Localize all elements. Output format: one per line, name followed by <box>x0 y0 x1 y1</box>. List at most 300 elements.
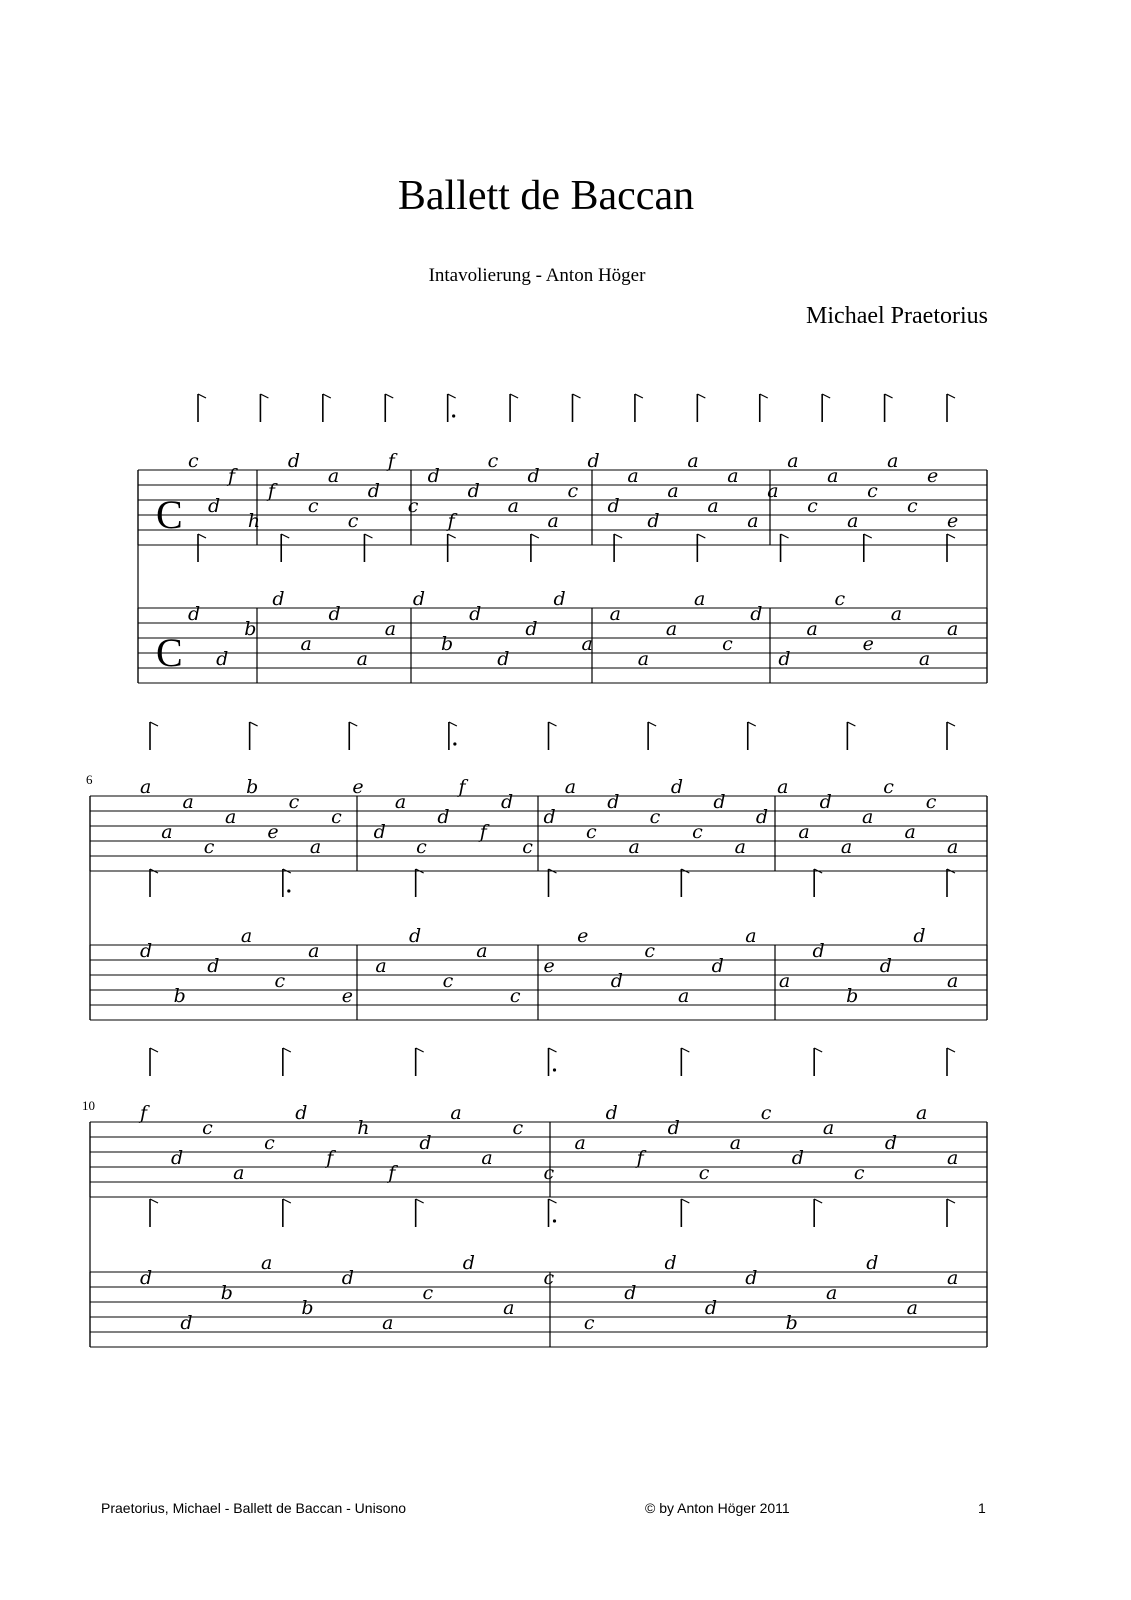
tab-staff <box>90 1199 987 1347</box>
flag-tail <box>814 1199 822 1203</box>
tab-letter: a <box>547 510 559 532</box>
flag-tail <box>648 722 656 726</box>
tab-letter: b <box>246 776 259 798</box>
flag-tail <box>349 722 357 726</box>
rhythm-flag <box>283 1048 291 1076</box>
tab-letter: c <box>583 1312 595 1334</box>
flag-tail <box>150 1048 158 1052</box>
tab-letter: a <box>798 821 810 843</box>
tab-letter: a <box>777 776 789 798</box>
tab-letter: c <box>925 791 937 813</box>
tab-letter: f <box>636 1147 644 1169</box>
rhythm-flag <box>448 534 456 562</box>
flag-tail <box>748 722 756 726</box>
rhythm-flag <box>198 534 206 562</box>
flag-tail <box>283 1199 291 1203</box>
tab-letter: d <box>180 1312 193 1334</box>
tab-letter: a <box>300 633 312 655</box>
tab-staff <box>138 394 987 545</box>
tab-letter: b <box>301 1297 314 1319</box>
flag-tail <box>531 534 539 538</box>
page-number: 1 <box>978 1500 986 1516</box>
tab-letter: d <box>501 791 514 813</box>
footer-piece-info: Praetorius, Michael - Ballett de Baccan - Unisono <box>101 1500 407 1516</box>
tab-letter: a <box>327 465 340 487</box>
tab-letter: a <box>375 955 387 977</box>
tab-letter: d <box>216 648 229 670</box>
tab-letter: c <box>853 1162 865 1184</box>
flag-dot <box>553 1219 556 1222</box>
tab-letter: e <box>267 821 279 843</box>
flag-tail <box>281 534 289 538</box>
tab-letter: d <box>469 603 482 625</box>
tab-letter: c <box>512 1117 524 1139</box>
tab-letter: a <box>140 776 152 798</box>
flag-tail <box>364 534 372 538</box>
tab-letter: a <box>564 776 577 798</box>
tab-letter: a <box>734 836 746 858</box>
tab-letter: a <box>947 970 959 992</box>
tab-letter: d <box>745 1267 758 1289</box>
flag-tail <box>947 1048 955 1052</box>
flag-dot <box>287 889 290 892</box>
tab-letter: a <box>707 495 719 517</box>
tab-letter: d <box>553 588 566 610</box>
rhythm-flag <box>448 394 456 422</box>
rhythm-flag <box>510 394 518 422</box>
tab-letter: d <box>437 806 450 828</box>
flag-tail <box>260 394 268 398</box>
tab-letter: d <box>527 465 540 487</box>
tab-letter: a <box>678 985 690 1007</box>
flag-tail <box>448 534 456 538</box>
tab-letter: d <box>367 480 380 502</box>
tab-letter: d <box>140 940 153 962</box>
tab-letter: b <box>441 633 454 655</box>
tab-letter: a <box>906 1297 918 1319</box>
tab-letter: c <box>442 970 454 992</box>
rhythm-flag <box>814 1199 822 1227</box>
rhythm-flag <box>573 394 581 422</box>
tab-letter: c <box>487 450 499 472</box>
flag-tail <box>681 1048 689 1052</box>
tab-staff <box>90 1048 987 1197</box>
tab-letter: c <box>347 510 359 532</box>
tab-letter: c <box>649 806 661 828</box>
tab-letter: c <box>288 791 300 813</box>
tab-letter: f <box>326 1147 334 1169</box>
flag-tail <box>150 1199 158 1203</box>
flag-tail <box>385 394 393 398</box>
tab-letter: e <box>947 510 959 532</box>
flag-tail <box>814 1048 822 1052</box>
time-signature: C <box>156 492 183 537</box>
flag-tail <box>283 1048 291 1052</box>
tab-letter: f <box>267 480 275 502</box>
flag-tail <box>781 534 789 538</box>
tab-letter: c <box>264 1132 275 1154</box>
tab-letter: d <box>419 1132 432 1154</box>
tab-letter: a <box>947 1267 959 1289</box>
flag-tail <box>885 394 893 398</box>
flag-dot <box>452 414 455 417</box>
tab-letter: d <box>587 450 600 472</box>
tab-letter: d <box>750 603 763 625</box>
rhythm-flag <box>416 1048 424 1076</box>
tab-letter: d <box>328 603 341 625</box>
tab-letter: c <box>883 776 894 798</box>
tab-system <box>138 394 987 683</box>
tab-letter: d <box>140 1267 153 1289</box>
tab-letter: d <box>295 1102 308 1124</box>
tab-letter: b <box>244 618 257 640</box>
tab-letter: b <box>846 985 859 1007</box>
tab-letter: a <box>778 970 791 992</box>
tab-letter: h <box>357 1117 370 1139</box>
tab-letter: a <box>627 465 639 487</box>
tab-letter: h <box>247 510 261 532</box>
rhythm-flag <box>681 869 689 897</box>
flag-tail <box>697 534 705 538</box>
tab-letter: d <box>670 776 684 798</box>
tab-letter: d <box>341 1267 354 1289</box>
rhythm-flag <box>349 722 357 750</box>
tab-letter: a <box>384 618 397 640</box>
tab-letter: a <box>309 836 322 858</box>
tab-letter: d <box>605 1102 618 1124</box>
tab-letter: c <box>202 1117 213 1139</box>
tab-letter: a <box>356 648 368 670</box>
flag-tail <box>323 394 331 398</box>
tab-letter: a <box>667 480 679 502</box>
tab-letter: a <box>574 1132 586 1154</box>
tab-system <box>86 722 987 1020</box>
tab-letter: d <box>755 806 769 828</box>
tab-letter: a <box>182 791 194 813</box>
page-title: Ballett de Baccan <box>397 173 695 219</box>
tab-letter: d <box>607 495 620 517</box>
tab-letter: c <box>407 495 419 517</box>
tab-letter: c <box>692 821 703 843</box>
rhythm-flag <box>364 534 372 562</box>
tab-letter: d <box>412 588 426 610</box>
rhythm-flag <box>814 869 822 897</box>
flag-tail <box>449 722 457 726</box>
tab-letter: d <box>791 1147 804 1169</box>
tab-letter: c <box>274 970 286 992</box>
rhythm-flag <box>681 1048 689 1076</box>
tab-letter: d <box>879 955 892 977</box>
flag-tail <box>947 394 955 398</box>
flag-tail <box>681 1199 689 1203</box>
tab-letter: c <box>188 450 199 472</box>
tab-letter: e <box>862 633 874 655</box>
tab-letter: e <box>352 776 364 798</box>
tab-letter: c <box>722 633 733 655</box>
tab-letter: a <box>747 510 759 532</box>
bar-number: 10 <box>82 1098 95 1113</box>
tab-letter: c <box>203 836 215 858</box>
rhythm-flag <box>947 534 955 562</box>
tab-letter: c <box>416 836 427 858</box>
rhythm-flag <box>947 869 955 897</box>
rhythm-flag <box>281 534 289 562</box>
tab-letter: f <box>447 510 455 532</box>
tab-letter: d <box>610 970 623 992</box>
rhythm-flag <box>681 1199 689 1227</box>
rhythm-flag <box>198 394 206 422</box>
flag-tail <box>549 1199 557 1203</box>
tab-letter: e <box>341 985 353 1007</box>
rhythm-flag <box>885 394 893 422</box>
flag-tail <box>614 534 622 538</box>
tab-letter: a <box>904 821 916 843</box>
tab-letter: f <box>227 465 235 487</box>
tab-letter: c <box>543 1267 555 1289</box>
flag-tail <box>549 722 557 726</box>
tab-letter: d <box>778 648 791 670</box>
flag-tail <box>416 1199 424 1203</box>
flag-tail <box>448 394 456 398</box>
tab-letter: c <box>522 836 533 858</box>
tab-letter: a <box>862 806 874 828</box>
tab-letter: e <box>927 465 939 487</box>
tab-letter: a <box>847 510 859 532</box>
tab-letter: d <box>467 480 480 502</box>
flag-tail <box>847 722 855 726</box>
rhythm-flag <box>760 394 768 422</box>
tab-letter: e <box>543 955 555 977</box>
tab-letter: a <box>806 618 818 640</box>
flag-tail <box>198 394 206 398</box>
tab-letter: a <box>947 1147 959 1169</box>
rhythm-flag <box>250 722 258 750</box>
tab-letter: a <box>394 791 407 813</box>
tab-letter: c <box>834 588 846 610</box>
tab-letter: d <box>207 495 221 517</box>
tab-letter: c <box>867 480 878 502</box>
tab-letter: d <box>913 925 926 947</box>
tab-letter: a <box>767 480 779 502</box>
tab-letter: c <box>907 495 918 517</box>
tab-letter: a <box>840 836 853 858</box>
tab-letter: d <box>812 940 825 962</box>
tab-letter: a <box>827 465 839 487</box>
tab-letter: f <box>387 450 395 472</box>
flag-dot <box>553 1068 556 1071</box>
tab-letter: a <box>450 1102 462 1124</box>
tab-letter: a <box>890 603 903 625</box>
tab-letter: a <box>507 495 519 517</box>
tab-letter: a <box>665 618 678 640</box>
tab-letter: d <box>624 1282 637 1304</box>
tab-letter: f <box>458 776 466 798</box>
tab-letter: a <box>382 1312 394 1334</box>
tab-letter: b <box>220 1282 233 1304</box>
rhythm-flag <box>947 394 955 422</box>
tab-letter: a <box>261 1252 273 1274</box>
rhythm-flag <box>416 869 424 897</box>
flag-tail <box>697 394 705 398</box>
tab-letter: a <box>918 648 931 670</box>
rhythm-flag <box>697 394 705 422</box>
tab-letter: a <box>947 618 959 640</box>
tab-letter: a <box>503 1297 515 1319</box>
tab-letter: c <box>422 1282 434 1304</box>
flag-tail <box>760 394 768 398</box>
tab-letter: a <box>729 1132 742 1154</box>
rhythm-flag <box>748 722 756 750</box>
rhythm-flag <box>260 394 268 422</box>
tab-letter: a <box>694 588 706 610</box>
tab-letter: a <box>887 450 899 472</box>
flag-tail <box>864 534 872 538</box>
rhythm-flag <box>150 1199 158 1227</box>
flag-tail <box>573 394 581 398</box>
rhythm-flag <box>814 1048 822 1076</box>
tab-letter: d <box>188 603 201 625</box>
tab-letter: e <box>577 925 589 947</box>
tab-letter: d <box>704 1297 718 1319</box>
tab-letter: a <box>481 1147 493 1169</box>
composer-name: Michael Praetorius <box>806 303 988 329</box>
rhythm-flag <box>549 1199 557 1227</box>
rhythm-flag <box>614 534 622 562</box>
arranger-credit: Intavolierung - Anton Höger <box>428 265 646 286</box>
tab-letter: c <box>567 480 579 502</box>
tab-letter: a <box>609 603 621 625</box>
rhythm-flag <box>531 534 539 562</box>
rhythm-flag <box>549 722 557 750</box>
tab-letter: f <box>140 1102 148 1124</box>
rhythm-flag <box>635 394 643 422</box>
rhythm-flag <box>847 722 855 750</box>
rhythm-flag <box>385 394 393 422</box>
rhythm-flag <box>150 1048 158 1076</box>
rhythm-flag <box>947 722 955 750</box>
tab-letter: a <box>947 836 959 858</box>
tab-letter: c <box>307 495 319 517</box>
flag-tail <box>250 722 258 726</box>
flag-tail <box>635 394 643 398</box>
flag-tail <box>510 394 518 398</box>
tab-letter: d <box>884 1132 898 1154</box>
rhythm-flag <box>549 869 557 897</box>
rhythm-flag <box>947 1048 955 1076</box>
flag-tail <box>822 394 830 398</box>
tab-letter: a <box>476 940 488 962</box>
tab-letter: d <box>427 465 440 487</box>
tab-letter: d <box>866 1252 879 1274</box>
tab-letter: d <box>607 791 620 813</box>
tab-letter: c <box>509 985 521 1007</box>
tab-letter: a <box>233 1162 245 1184</box>
flag-dot <box>453 742 456 745</box>
time-signature: C <box>156 630 183 675</box>
tab-letter: d <box>272 588 285 610</box>
tab-letter: a <box>628 836 640 858</box>
footer-copyright: © by Anton Höger 2011 <box>645 1500 790 1516</box>
rhythm-flag <box>864 534 872 562</box>
tab-staff <box>138 534 987 683</box>
tab-letter: a <box>787 450 799 472</box>
tab-letter: a <box>825 1282 838 1304</box>
rhythm-flag <box>283 869 291 897</box>
flag-tail <box>198 534 206 538</box>
tab-letter: c <box>543 1162 555 1184</box>
tab-letter: b <box>785 1312 798 1334</box>
tab-letter: a <box>822 1117 835 1139</box>
tab-letter: d <box>525 618 538 640</box>
tab-staff <box>90 869 987 1020</box>
tab-letter: b <box>173 985 186 1007</box>
flag-tail <box>947 534 955 538</box>
tab-letter: d <box>409 925 422 947</box>
tab-letter: d <box>207 955 220 977</box>
rhythm-flag <box>150 869 158 897</box>
tab-letter: a <box>224 806 237 828</box>
bar-number: 6 <box>86 772 93 787</box>
rhythm-flag <box>150 722 158 750</box>
tab-letter: a <box>637 648 650 670</box>
tab-letter: c <box>760 1102 772 1124</box>
tab-letter: d <box>819 791 832 813</box>
rhythm-flag <box>449 722 457 750</box>
flag-tail <box>416 1048 424 1052</box>
tab-letter: f <box>388 1162 396 1184</box>
tab-letter: a <box>308 940 320 962</box>
tab-letter: d <box>373 821 386 843</box>
rhythm-flag <box>323 394 331 422</box>
tab-letter: d <box>664 1252 677 1274</box>
rhythm-flag <box>283 1199 291 1227</box>
tab-letter: a <box>240 925 253 947</box>
flag-tail <box>947 1199 955 1203</box>
rhythm-flag <box>697 534 705 562</box>
flag-tail <box>549 1048 557 1052</box>
flag-tail <box>947 722 955 726</box>
tab-letter: d <box>171 1147 184 1169</box>
tab-letter: a <box>687 450 699 472</box>
rhythm-flag <box>822 394 830 422</box>
tab-letter: d <box>462 1252 475 1274</box>
flag-tail <box>150 722 158 726</box>
tab-letter: d <box>543 806 556 828</box>
tab-staff <box>90 722 987 871</box>
tab-letter: c <box>331 806 342 828</box>
tab-letter: d <box>711 955 724 977</box>
rhythm-flag <box>947 1199 955 1227</box>
tab-letter: d <box>647 510 660 532</box>
tab-letter: a <box>915 1102 928 1124</box>
tab-letter: d <box>713 791 726 813</box>
tab-letter: a <box>581 633 593 655</box>
tab-letter: d <box>287 450 301 472</box>
tab-letter: a <box>745 925 757 947</box>
rhythm-flag <box>416 1199 424 1227</box>
tab-letter: f <box>479 821 487 843</box>
tab-letter: a <box>727 465 739 487</box>
tab-letter: c <box>585 821 597 843</box>
tab-letter: c <box>698 1162 710 1184</box>
tab-letter: d <box>667 1117 680 1139</box>
tab-letter: a <box>161 821 173 843</box>
tab-letter: d <box>497 648 510 670</box>
rhythm-flag <box>781 534 789 562</box>
rhythm-flag <box>549 1048 557 1076</box>
tab-letter: c <box>807 495 818 517</box>
tab-letter: c <box>644 940 656 962</box>
